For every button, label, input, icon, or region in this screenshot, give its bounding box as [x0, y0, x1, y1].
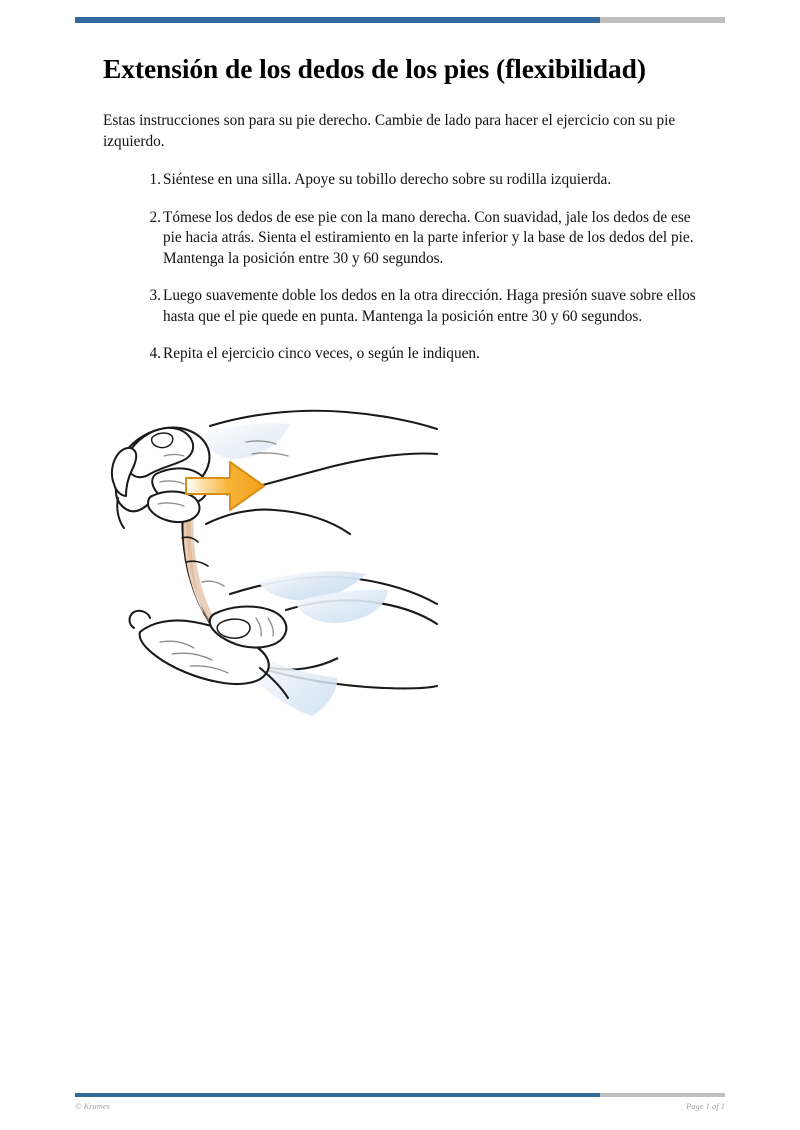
footer-rule	[75, 1093, 725, 1097]
header-rule	[75, 17, 725, 23]
list-item: Luego suavemente doble los dedos en la otra dirección. Haga presión suave sobre ellos hasta que el pie quede en punta. Mantenga la posición entre 30 y 60 segundos.	[163, 287, 696, 325]
intro-paragraph: Estas instrucciones son para su pie derecho. Cambie de lado para hacer el ejercicio con su pie izquierdo.	[103, 112, 676, 150]
footer	[75, 1101, 725, 1111]
page-title: Extensión de los dedos de los pies (flexibilidad)	[103, 53, 646, 84]
list-item: Siéntese en una silla. Apoye su tobillo derecho sobre su rodilla izquierda.	[163, 171, 612, 188]
footer-rule-blue-segment	[75, 1093, 600, 1097]
exercise-steps-list	[103, 170, 698, 365]
page-indicator: Page 1 of 1	[686, 1101, 725, 1111]
list-item: Tómese los dedos de ese pie con la mano derecha. Con suavidad, jale los dedos de ese pie hacia atrás. Sienta el estiramiento en la parte inferior y la base de los dedos del pie. Mantenga la posición entre 30 y 60 segundos.	[163, 208, 694, 267]
footer-rule-gray-segment	[600, 1093, 725, 1097]
copyright-text: © Krames	[75, 1101, 111, 1111]
header-rule-gray-segment	[600, 17, 725, 23]
toe-stretch-illustration	[98, 396, 438, 726]
header-rule-blue-segment	[75, 17, 600, 23]
list-item: Repita el ejercicio cinco veces, o según le indiquen.	[163, 345, 480, 362]
document-body	[103, 52, 698, 365]
